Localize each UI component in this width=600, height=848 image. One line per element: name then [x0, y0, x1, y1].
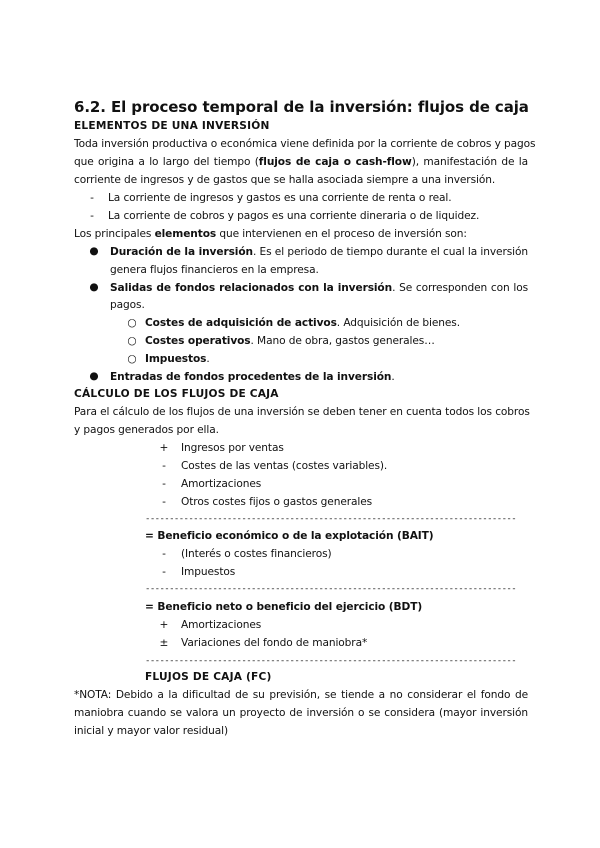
paragraph-line	[74, 155, 528, 169]
bold-term-elementos: elementos	[154, 228, 217, 240]
result-bdt: = Beneficio neto o beneficio del ejercicio (BDT)	[145, 601, 423, 613]
separator-line: -----------------------------------------------------------------------------	[145, 514, 517, 524]
dash-marker: -	[90, 210, 94, 222]
sub-item-costes-adquisicion	[145, 316, 460, 330]
sub-item-impuestos	[145, 352, 210, 366]
note-line: inicial y mayor valor residual)	[74, 725, 229, 737]
paragraph-line: corriente de ingresos y de gastos que se halla asociada siempre a una inversión.	[74, 174, 496, 186]
bullet-item-entradas	[110, 370, 395, 384]
result-flujos-de-caja: FLUJOS DE CAJA (FC)	[145, 671, 272, 683]
page-title: 6.2. El proceso temporal de la inversión: flujos de caja	[74, 98, 529, 116]
op-item: Otros costes fijos o gastos generales	[181, 496, 373, 508]
bold-term: Costes de adquisición de activos	[145, 317, 337, 329]
op-sign: -	[162, 566, 166, 578]
text-run: que intervienen en el proceso de inversión son:	[216, 228, 467, 240]
op-sign: -	[162, 478, 166, 490]
bold-term: Duración de la inversión	[110, 246, 253, 258]
text-run: .	[391, 371, 395, 383]
op-item: Impuestos	[181, 566, 236, 578]
sub-bullet-marker: ○	[127, 317, 137, 329]
text-run: . Mano de obra, gastos generales…	[250, 335, 435, 347]
bold-term-cash-flow: flujos de caja o cash-flow	[258, 156, 412, 168]
note-line: *NOTA: Debido a la dificultad de su previsión, se tiende a no considerar el fondo de	[74, 689, 528, 701]
bullet-marker: ●	[89, 245, 99, 257]
bold-term: Entradas de fondos procedentes de la inversión	[110, 371, 392, 383]
bullet-item-continuation: genera flujos financieros en la empresa.	[110, 264, 319, 276]
bold-term: Impuestos	[145, 353, 207, 365]
text-run: que origina a lo largo del tiempo (	[74, 156, 259, 168]
paragraph-line	[74, 227, 467, 241]
dash-marker: -	[90, 192, 94, 204]
op-item: Variaciones del fondo de maniobra*	[181, 637, 368, 649]
section-heading-elementos: ELEMENTOS DE UNA INVERSIÓN	[74, 120, 270, 132]
separator-line: -----------------------------------------------------------------------------	[145, 656, 517, 666]
op-item: Costes de las ventas (costes variables).	[181, 460, 388, 472]
bold-term: Salidas de fondos relacionados con la inversión	[110, 282, 393, 294]
text-run: Los principales	[74, 228, 155, 240]
dash-item: La corriente de cobros y pagos es una corriente dineraria o de liquidez.	[108, 210, 480, 222]
sub-bullet-marker: ○	[127, 353, 137, 365]
op-sign: -	[162, 460, 166, 472]
op-item: Amortizaciones	[181, 478, 262, 490]
text-run: .	[206, 353, 210, 365]
bullet-item-duracion	[110, 245, 528, 259]
sub-bullet-marker: ○	[127, 335, 137, 347]
section-heading-calculo: CÁLCULO DE LOS FLUJOS DE CAJA	[74, 388, 279, 400]
paragraph-line: y pagos generados por ella.	[74, 424, 219, 436]
text-run: . Se corresponden con los	[392, 282, 528, 294]
op-item: Amortizaciones	[181, 619, 262, 631]
bullet-item-continuation: pagos.	[110, 299, 145, 311]
bullet-marker: ●	[89, 281, 99, 293]
dash-item: La corriente de ingresos y gastos es una corriente de renta o real.	[108, 192, 452, 204]
text-run: . Adquisición de bienes.	[336, 317, 460, 329]
paragraph-line: Toda inversión productiva o económica viene definida por la corriente de cobros y pagos	[74, 138, 536, 150]
op-item: (Interés o costes financieros)	[181, 548, 332, 560]
text-run: . Es el periodo de tiempo durante el cual la inversión	[252, 246, 528, 258]
op-sign: ±	[159, 637, 169, 649]
text-run: ), manifestación de la	[411, 156, 528, 168]
bold-term: Costes operativos	[145, 335, 251, 347]
op-sign: -	[162, 548, 166, 560]
result-bait: = Beneficio económico o de la explotación (BAIT)	[145, 530, 434, 542]
op-item: Ingresos por ventas	[181, 442, 284, 454]
bullet-marker: ●	[89, 370, 99, 382]
bullet-item-salidas	[110, 281, 528, 295]
paragraph-line: Para el cálculo de los flujos de una inversión se deben tener en cuenta todos los cobros	[74, 406, 530, 418]
note-line: maniobra cuando se valora un proyecto de inversión o se considera (mayor inversión	[74, 707, 528, 719]
sub-item-costes-operativos	[145, 334, 435, 348]
op-sign: +	[159, 619, 169, 631]
separator-line: -----------------------------------------------------------------------------	[145, 584, 517, 594]
op-sign: -	[162, 496, 166, 508]
op-sign: +	[159, 442, 169, 454]
